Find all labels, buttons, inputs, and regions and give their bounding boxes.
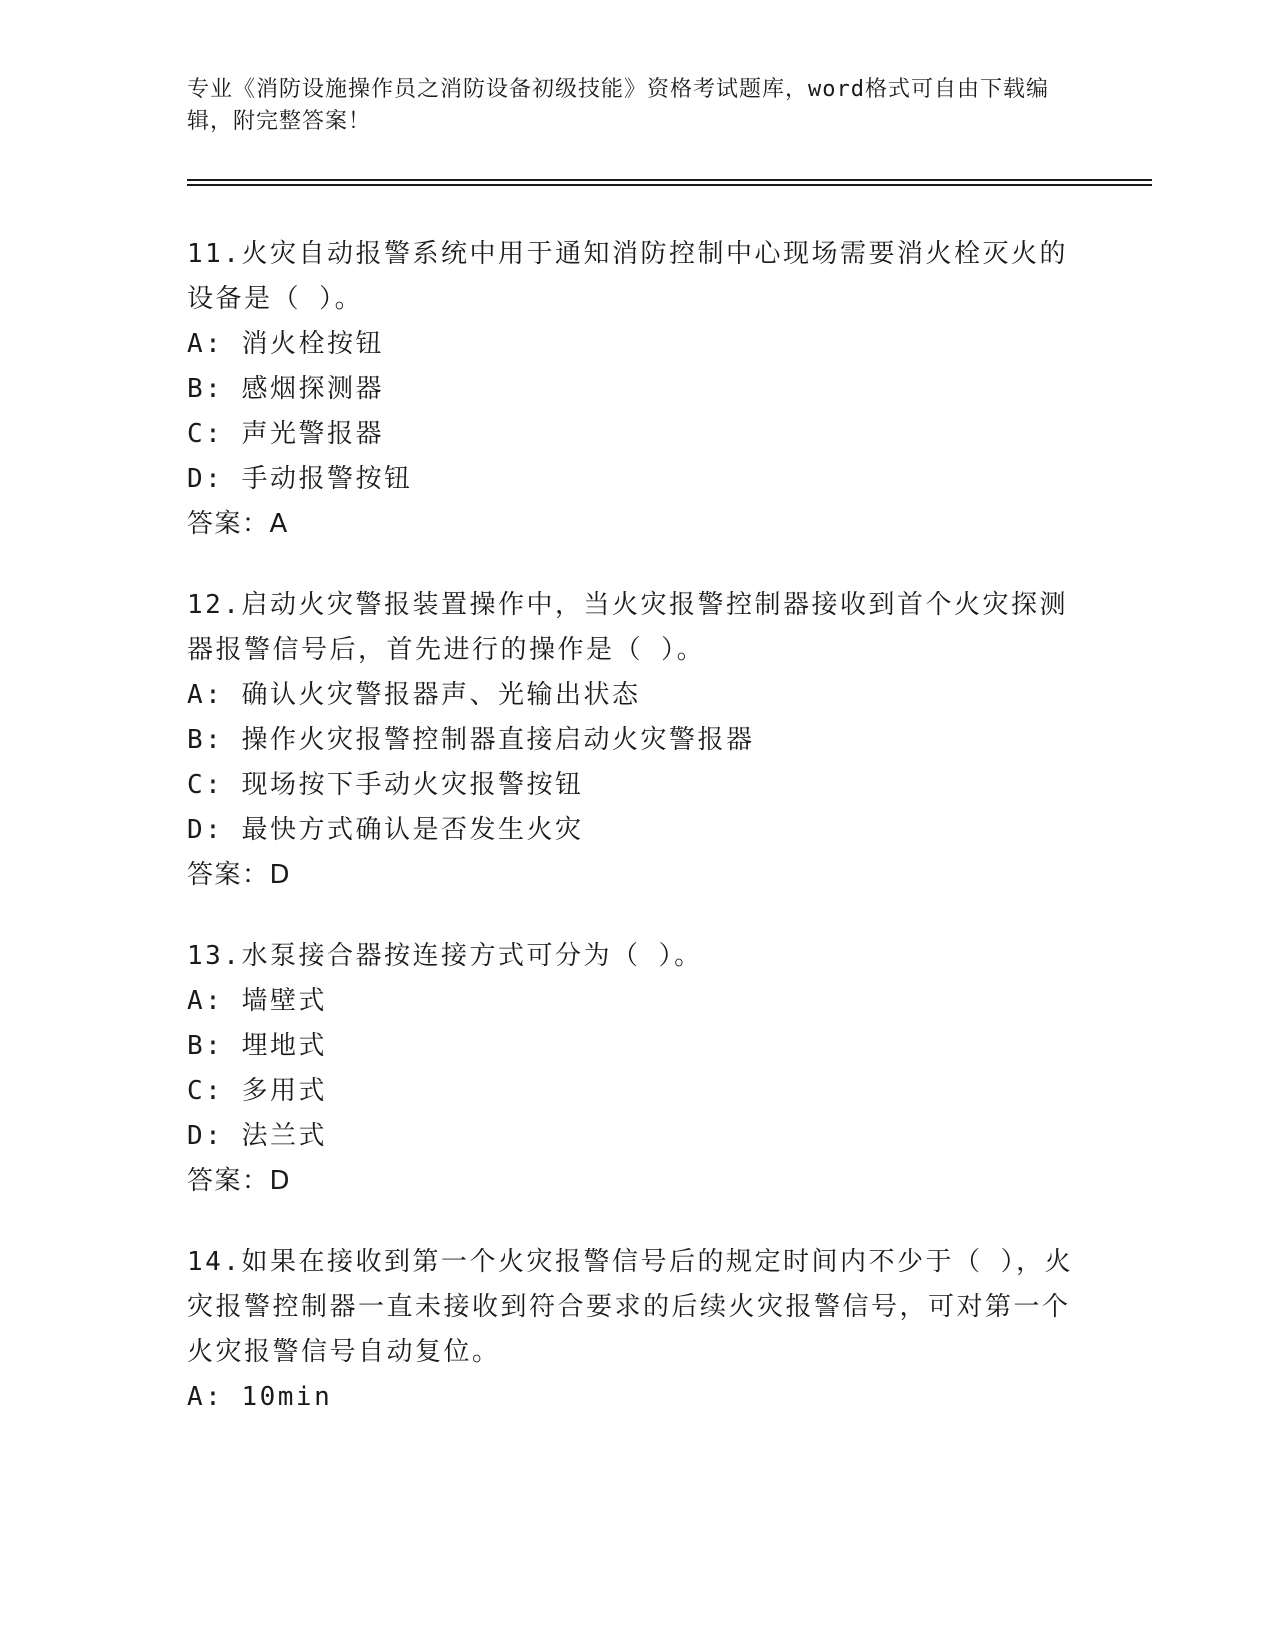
option-a: A: 确认火灾警报器声、光输出状态: [187, 680, 641, 710]
option-b: B: 操作火灾报警控制器直接启动火灾警报器: [187, 725, 755, 755]
question-11: [187, 232, 1087, 547]
question-stem: 11.火灾自动报警系统中用于通知消防控制中心现场需要消火栓灭火的设备是（ ）。: [187, 239, 1068, 314]
question-13: [187, 934, 1087, 1204]
option-a: A: 墙壁式: [187, 986, 327, 1016]
document-header: 专业《消防设施操作员之消防设备初级技能》资格考试题库，word格式可自由下载编辑，附完整答案！: [187, 77, 1049, 134]
option-b: B: 感烟探测器: [187, 374, 384, 404]
option-b: B: 埋地式: [187, 1031, 327, 1061]
header-divider-bottom: [187, 184, 1152, 186]
answer-label: 答案：D: [187, 1166, 292, 1196]
option-d: D: 手动报警按钮: [187, 464, 413, 494]
question-12: [187, 583, 1087, 898]
answer-label: 答案：D: [187, 860, 292, 890]
answer-label: 答案：A: [187, 509, 289, 539]
question-stem: 14.如果在接收到第一个火灾报警信号后的规定时间内不少于（ ），火灾报警控制器一直未接收到符合要求的后续火灾报警信号，可对第一个火灾报警信号自动复位。: [187, 1247, 1074, 1367]
option-d: D: 法兰式: [187, 1121, 327, 1151]
question-stem: 12.启动火灾警报装置操作中，当火灾报警控制器接收到首个火灾探测器报警信号后，首先进行的操作是（ ）。: [187, 590, 1068, 665]
option-a: A: 10min: [187, 1382, 333, 1412]
option-c: C: 现场按下手动火灾报警按钮: [187, 770, 584, 800]
option-d: D: 最快方式确认是否发生火灾: [187, 815, 584, 845]
option-c: C: 多用式: [187, 1076, 327, 1106]
option-c: C: 声光警报器: [187, 419, 384, 449]
question-14: [187, 1240, 1087, 1420]
question-list: [187, 232, 1087, 1456]
header-divider-top: [187, 179, 1152, 181]
option-a: A: 消火栓按钮: [187, 329, 384, 359]
question-stem: 13.水泵接合器按连接方式可分为（ ）。: [187, 941, 703, 971]
